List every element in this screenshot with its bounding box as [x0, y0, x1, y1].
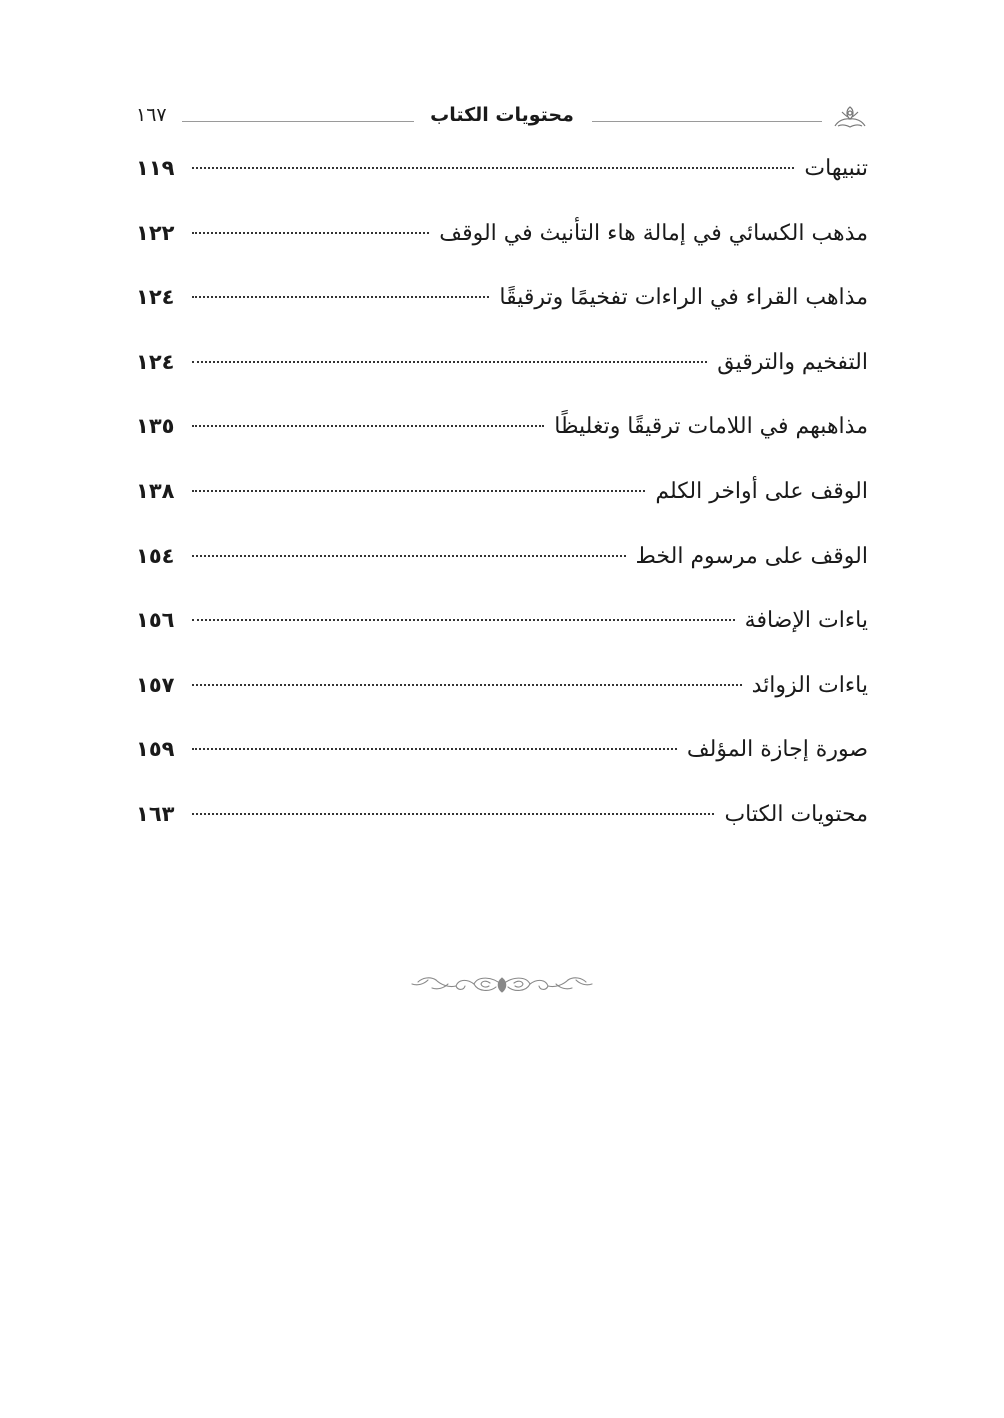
toc-entry-title: مذاهب القراء في الراءات تفخيمًا وترقيقًا	[499, 285, 868, 311]
floral-divider-ornament-icon	[410, 968, 594, 1002]
toc-entry-page: ١٢٢	[136, 220, 175, 245]
toc-entry-page: ١٣٥	[136, 414, 175, 439]
toc-dot-leader	[192, 166, 794, 169]
toc-entry-page: ١٦٣	[136, 801, 175, 826]
toc-entry[interactable]	[136, 265, 868, 330]
toc-dot-leader	[192, 618, 735, 621]
toc-entry-title: مذاهبهم في اللامات ترقيقًا وتغليظًا	[554, 414, 868, 440]
toc-entry-page: ١١٩	[136, 156, 175, 180]
toc-dot-leader	[192, 683, 742, 686]
toc-dot-leader	[192, 812, 714, 815]
running-header	[136, 102, 868, 138]
toc-entry-page: ١٢٤	[136, 285, 175, 310]
toc-entry-page: ١٥٧	[136, 672, 175, 697]
toc-entry-page: ١٥٤	[136, 543, 175, 568]
toc-entry-title: الوقف على مرسوم الخط	[635, 543, 868, 569]
toc-entry-title: تنبيهات	[804, 156, 868, 181]
toc-entry[interactable]	[136, 330, 868, 395]
toc-entry-title: صورة إجازة المؤلف	[686, 737, 868, 763]
header-page-number: ١٦٧	[136, 104, 167, 126]
toc-entry-title: ياءات الإضافة	[744, 608, 868, 634]
toc-entry[interactable]	[136, 201, 868, 266]
toc-dot-leader	[192, 554, 626, 557]
toc-entry-title: الوقف على أواخر الكلم	[655, 478, 868, 504]
toc-entry-page: ١٥٩	[136, 737, 175, 762]
toc-entry[interactable]	[136, 524, 868, 589]
toc-entry[interactable]	[136, 136, 868, 201]
toc-entry[interactable]	[136, 394, 868, 459]
toc-entry-page: ١٣٨	[136, 478, 175, 503]
toc-entry-page: ١٥٦	[136, 608, 175, 633]
toc-dot-leader	[192, 424, 544, 427]
toc-dot-leader	[192, 231, 429, 234]
toc-entry[interactable]	[136, 588, 868, 653]
toc-entry-title: التفخيم والترقيق	[717, 349, 868, 375]
toc-entry[interactable]	[136, 653, 868, 718]
header-title: محتويات الكتاب	[430, 104, 574, 126]
toc-dot-leader	[192, 295, 489, 298]
toc-dot-leader	[192, 747, 677, 750]
toc-entry-title: مذهب الكسائي في إمالة هاء التأنيث في الوقف	[439, 220, 868, 246]
toc-dot-leader	[192, 489, 645, 492]
toc-entry-title: محتويات الكتاب	[724, 801, 868, 827]
table-of-contents	[136, 136, 868, 847]
toc-entry[interactable]	[136, 782, 868, 847]
toc-entry-title: ياءات الزوائد	[751, 672, 868, 698]
header-rule-left	[182, 121, 414, 122]
toc-entry[interactable]	[136, 717, 868, 782]
toc-entry-page: ١٢٤	[136, 349, 175, 374]
toc-entry[interactable]	[136, 459, 868, 524]
toc-dot-leader	[192, 360, 707, 363]
